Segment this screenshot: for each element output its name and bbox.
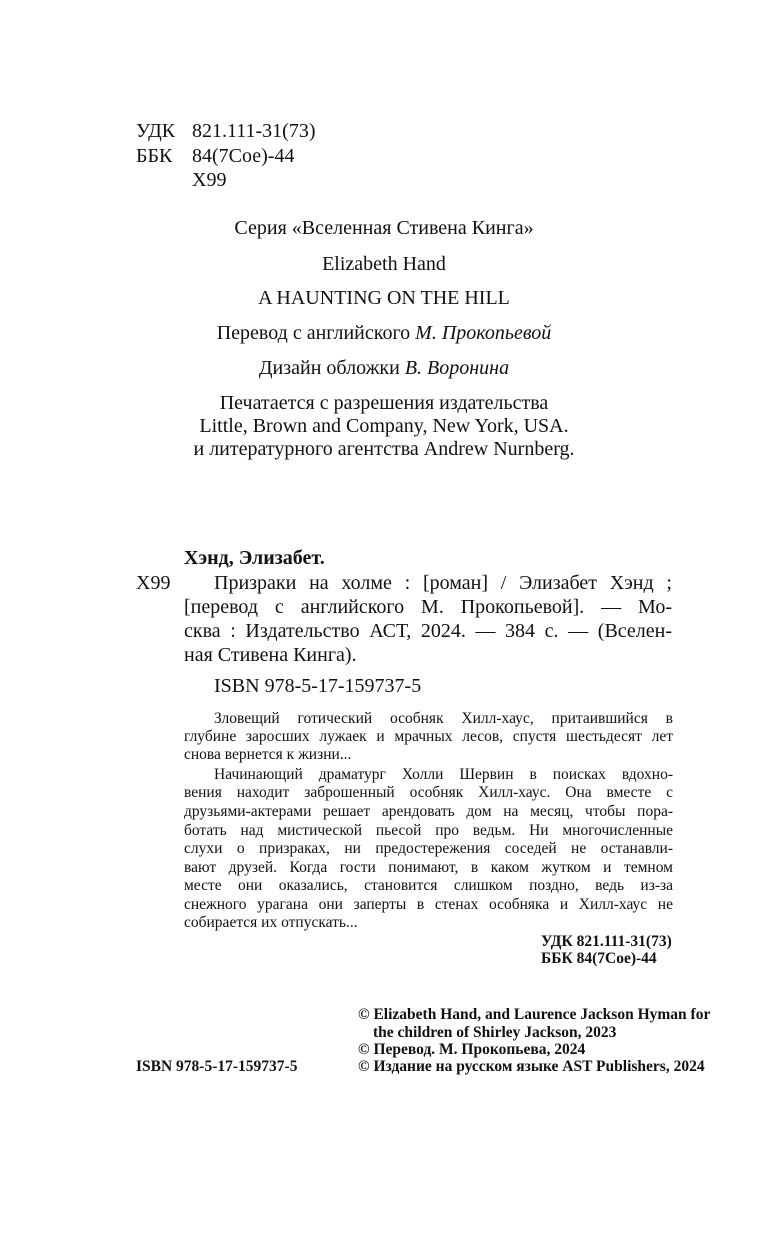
catalog-author-heading: Хэнд, Элизабет. <box>184 547 325 569</box>
annotation-p1-line-2: глубине заросших лужаек и мрачных лесов, спустя шестьдесят лет <box>184 728 673 745</box>
bbk-label: ББК <box>136 145 173 167</box>
annotation-p2-line-5: слухи о призраках, ни предостережения соседей не останавли- <box>184 840 673 857</box>
udk-value: 821.111-31(73) <box>192 120 316 142</box>
annotation-p2-line-3: друзьями-актерами решает арендовать дом на месяц, чтобы пора- <box>184 803 673 820</box>
catalog-mark: Х99 <box>136 572 171 594</box>
copyright-line-4: © Издание на русском языке AST Publishers, 2024 <box>358 1058 705 1075</box>
permission-line-1: Печатается с разрешения издательства <box>219 392 549 414</box>
annotation-p2-line-6: вают друзей. Когда гости понимают, в каком жутком и темном <box>184 859 673 876</box>
footer-isbn: ISBN 978-5-17-159737-5 <box>136 1058 298 1075</box>
catalog-line-2: [перевод с английского М. Прокопьевой]. — Мо- <box>184 596 672 618</box>
design-credit <box>0 357 768 380</box>
annotation-p2-line-4: ботать над мистической пьесой про ведьм. Ни многочисленные <box>184 822 673 839</box>
original-title: A HAUNTING ON THE HILL <box>258 287 510 309</box>
translation-credit <box>0 322 768 345</box>
copyright-line-3: © Перевод. М. Прокопьева, 2024 <box>358 1041 586 1058</box>
catalog-line-1: Призраки на холме : [роман] / Элизабет Хэнд ; <box>214 572 672 594</box>
author-mark: Х99 <box>192 169 227 191</box>
design-prefix: Дизайн обложки <box>258 357 400 379</box>
original-author: Elizabeth Hand <box>322 253 446 275</box>
annotation-p1-line-1: Зловещий готический особняк Хилл-хаус, притаившийся в <box>214 710 673 727</box>
translation-prefix: Перевод с английского <box>216 322 411 344</box>
annotation-udk: УДК 821.111-31(73) <box>541 933 672 950</box>
copyright-line-1: © Elizabeth Hand, and Laurence Jackson Hyman for <box>358 1006 711 1023</box>
series-line: Серия «Вселенная Стивена Кинга» <box>234 217 534 239</box>
designer-name: В. Воронина <box>404 357 510 379</box>
catalog-line-3: сква : Издательство АСТ, 2024. — 384 с. — (Вселен- <box>184 620 672 642</box>
copyright-line-2: the children of Shirley Jackson, 2023 <box>373 1024 617 1041</box>
translator-name: М. Прокопьевой <box>415 322 552 344</box>
annotation-p2-line-2: вения находит заброшенный особняк Хилл-хаус. Она вместе с <box>184 784 673 801</box>
udk-label: УДК <box>136 120 176 142</box>
permission-line-3: и литературного агентства Andrew Nurnberg. <box>193 438 575 460</box>
annotation-p2-line-9: собирается их отпускать... <box>184 914 358 931</box>
annotation-p2-line-7: месте они оказались, становится слишком поздно, ведь из-за <box>184 877 673 894</box>
catalog-isbn: ISBN 978-5-17-159737-5 <box>214 675 422 697</box>
bbk-value: 84(7Сое)-44 <box>192 145 295 167</box>
annotation-p2-line-8: снежного урагана они заперты в стенах особняка и Хилл-хаус не <box>184 896 673 913</box>
catalog-line-4: ная Стивена Кинга). <box>184 644 357 666</box>
annotation-p2-line-1: Начинающий драматург Холли Шервин в поисках вдохно- <box>214 766 673 783</box>
annotation-bbk: ББК 84(7Сое)-44 <box>541 950 657 967</box>
permission-line-2: Little, Brown and Company, New York, USA. <box>199 415 569 437</box>
annotation-p1-line-3: снова вернется к жизни... <box>184 746 352 763</box>
